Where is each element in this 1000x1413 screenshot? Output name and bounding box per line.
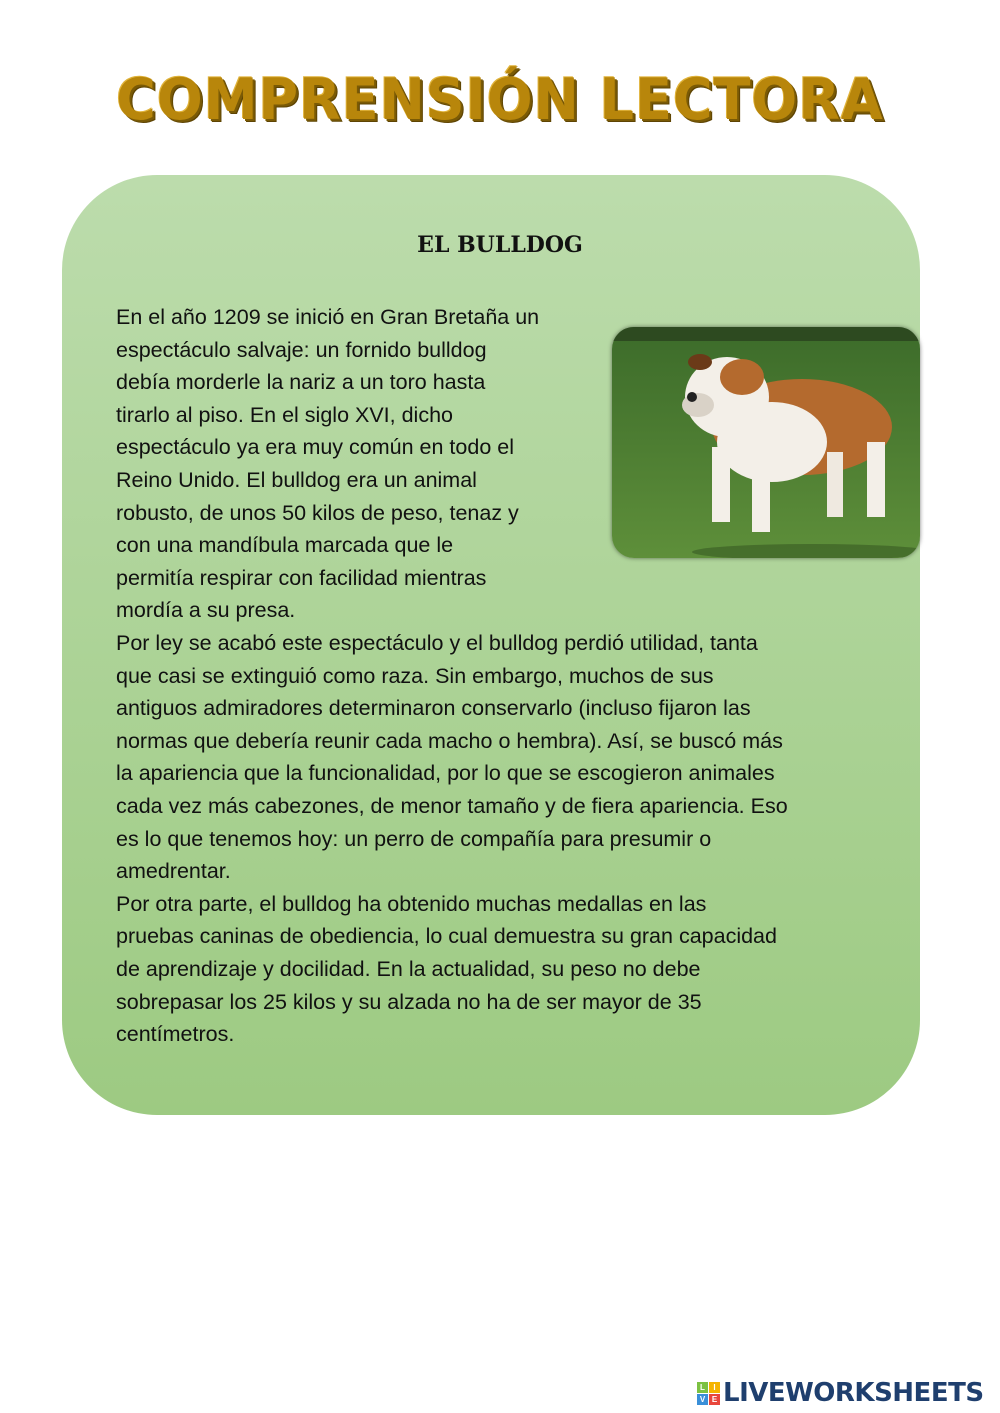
text-line: con una mandíbula marcada que le bbox=[116, 533, 454, 558]
text-line: permitía respirar con facilidad mientras bbox=[116, 565, 487, 590]
text-line: espectáculo salvaje: un fornido bulldog bbox=[116, 337, 487, 362]
text-line: Por otra parte, el bulldog ha obtenido muchas medallas en las bbox=[116, 891, 707, 916]
text-line: debía morderle la nariz a un toro hasta bbox=[116, 370, 486, 395]
text-line: centímetros. bbox=[116, 1022, 235, 1047]
text-line: que casi se extinguió como raza. Sin embargo, muchos de sus bbox=[116, 663, 714, 688]
logo-wordmark: LIVEWORKSHEETS bbox=[723, 1378, 984, 1408]
live-tiles-icon: L I V E bbox=[697, 1382, 720, 1405]
text-line: En el año 1209 se inició en Gran Bretaña un bbox=[116, 305, 540, 329]
text-line: espectáculo ya era muy común en todo el bbox=[116, 435, 514, 460]
text-line: Por ley se acabó este espectáculo y el bulldog perdió utilidad, tanta bbox=[116, 631, 758, 655]
text-line: mordía a su presa. bbox=[116, 598, 296, 623]
reading-heading: EL BULLDOG bbox=[417, 232, 583, 258]
text-line: amedrentar. bbox=[116, 859, 231, 884]
liveworksheets-logo bbox=[697, 1378, 984, 1408]
text-line: Reino Unido. El bulldog era un animal bbox=[116, 468, 477, 492]
text-line: antiguos admiradores determinaron conservarlo (incluso fijaron las bbox=[116, 696, 751, 721]
bulldog-photo bbox=[612, 327, 920, 558]
text-line: la apariencia que la funcionalidad, por lo que se escogieron animales bbox=[116, 761, 775, 786]
text-line: normas que debería reunir cada macho o hembra). Así, se buscó más bbox=[116, 728, 783, 753]
text-line: tirarlo al piso. En el siglo XVI, dicho bbox=[116, 402, 453, 427]
text-line: es lo que tenemos hoy: un perro de compañía para presumir o bbox=[116, 826, 712, 851]
text-line: pruebas caninas de obediencia, lo cual demuestra su gran capacidad bbox=[116, 924, 777, 949]
text-line: sobrepasar los 25 kilos y su alzada no ha de ser mayor de 35 bbox=[116, 989, 702, 1014]
page-title: COMPRENSIÓN LECTORA bbox=[116, 66, 884, 133]
text-line: de aprendizaje y docilidad. En la actualidad, su peso no debe bbox=[116, 957, 701, 981]
text-line: robusto, de unos 50 kilos de peso, tenaz y bbox=[116, 500, 519, 525]
text-line: cada vez más cabezones, de menor tamaño y de fiera apariencia. Eso bbox=[116, 794, 788, 818]
